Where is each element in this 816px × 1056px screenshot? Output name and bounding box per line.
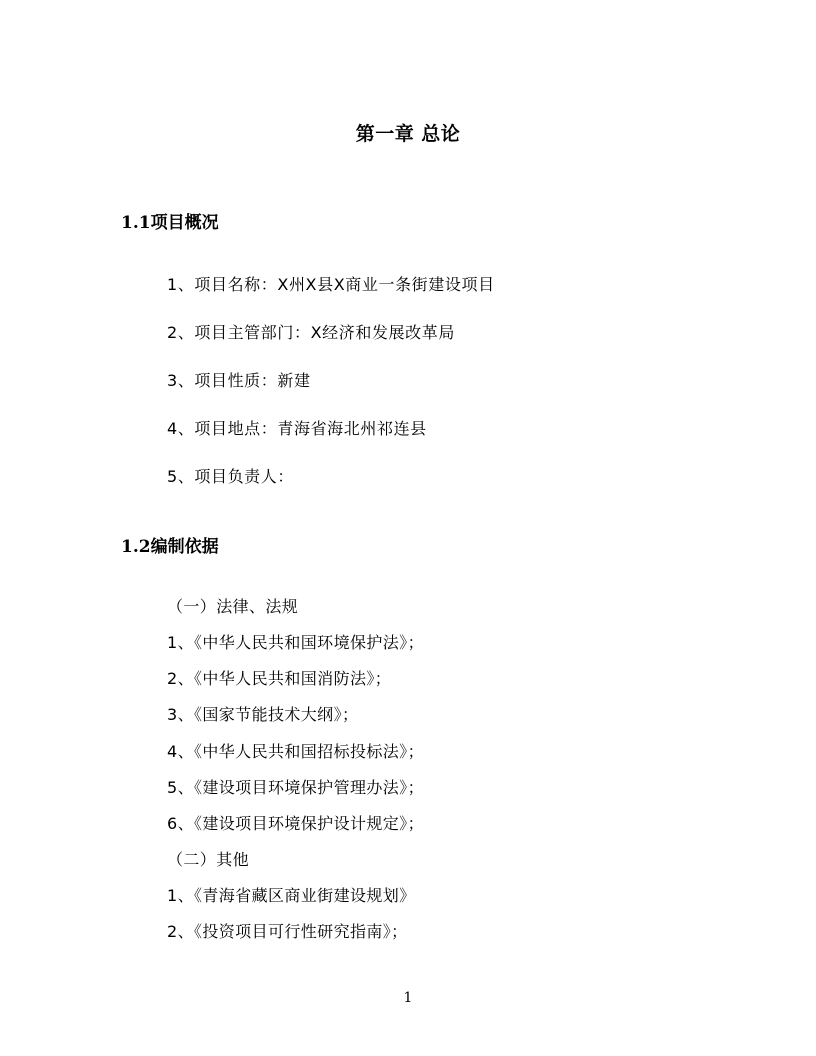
basis-item: 2、《投资项目可行性研究指南》； (167, 922, 408, 941)
overview-item-authority: 2、项目主管部门：X经济和发展改革局 (167, 323, 455, 342)
basis-item: 4、《中华人民共和国招标投标法》； (167, 742, 424, 761)
basis-item: 1、《中华人民共和国环境保护法》； (167, 633, 424, 652)
basis-item: 3、《国家节能技术大纲》； (167, 705, 359, 724)
basis-item: 6、《建设项目环境保护设计规定》； (167, 814, 424, 833)
basis-item: 5、《建设项目环境保护管理办法》； (167, 778, 424, 797)
overview-item-responsible-person: 5、项目负责人： (167, 467, 294, 486)
page-number: 1 (403, 990, 413, 1006)
basis-item: 1、《青海省藏区商业街建设规划》 (167, 886, 416, 905)
basis-subheading-other: （二）其他 (167, 850, 250, 869)
chapter-title: 第一章 总论 (355, 123, 461, 145)
overview-item-nature: 3、项目性质：新建 (167, 371, 311, 390)
overview-item-project-name: 1、项目名称：X州X县X商业一条街建设项目 (167, 275, 495, 294)
section-heading-basis: 1.2编制依据 (121, 537, 219, 557)
basis-subheading-laws: （一）法律、法规 (167, 597, 299, 616)
basis-item: 2、《中华人民共和国消防法》； (167, 669, 392, 688)
section-heading-overview: 1.1项目概况 (121, 213, 219, 233)
overview-item-location: 4、项目地点：青海省海北州祁连县 (167, 419, 427, 438)
